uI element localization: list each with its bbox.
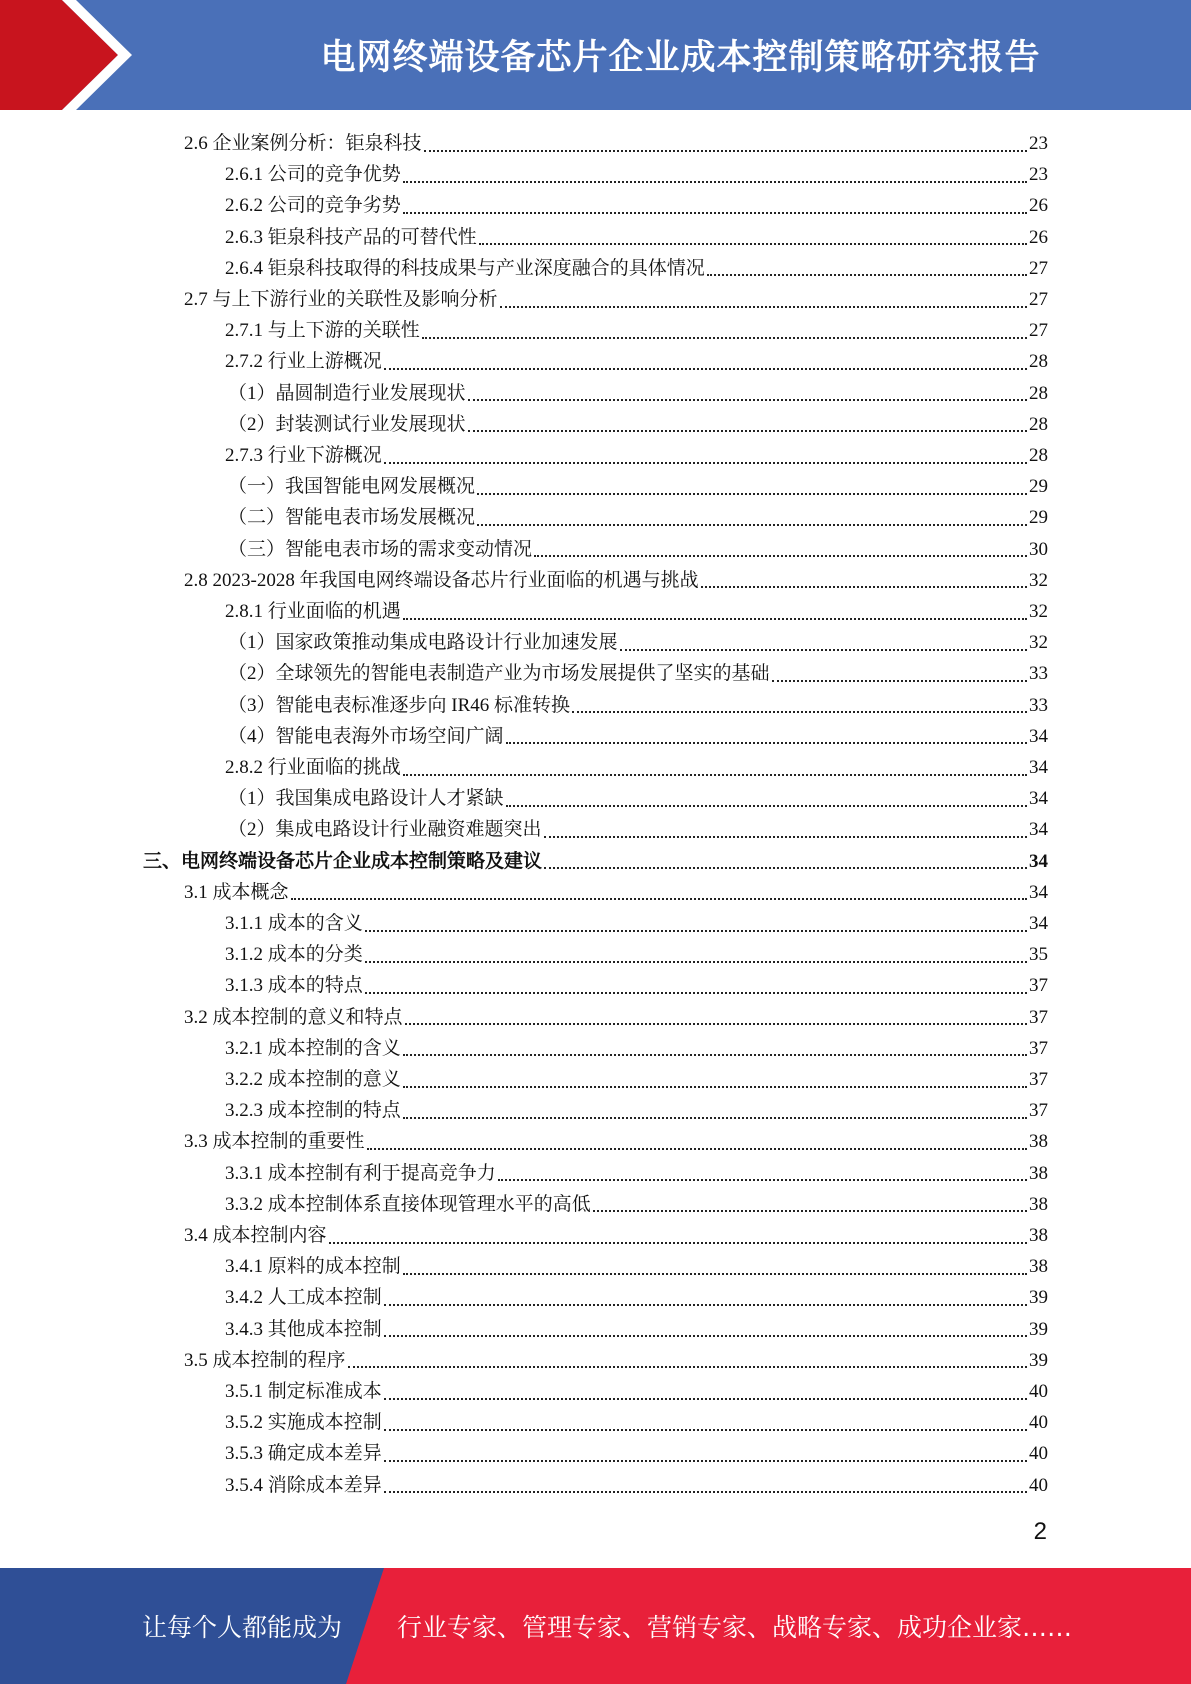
toc-entry-label: （二）智能电表市场发展概况 [228,507,476,529]
toc-leader-dots [403,1086,1027,1088]
toc-entry[interactable] [225,1158,1048,1189]
toc-entry-page: 37 [1029,1100,1048,1122]
toc-leader-dots [384,462,1027,464]
toc-entry-page: 38 [1029,1162,1048,1184]
toc-entry[interactable] [225,1095,1048,1126]
toc-entry-label: 3.4.3 其他成本控制 [225,1318,382,1340]
toc-leader-dots [348,1366,1027,1368]
toc-leader-dots [405,1023,1027,1025]
toc-entry-label: 3.5.1 制定标准成本 [225,1381,382,1402]
toc-entry-page: 39 [1029,1349,1048,1371]
toc-entry-page: 34 [1029,788,1048,810]
toc-entry[interactable] [184,1002,1048,1033]
toc-leader-dots [534,555,1027,557]
toc-leader-dots [403,1117,1027,1119]
toc-entry[interactable] [228,690,1048,721]
toc-entry-page: 40 [1029,1381,1048,1402]
toc-entry[interactable] [184,128,1048,159]
toc-leader-dots [424,150,1027,152]
toc-entry-label: 3.2.1 成本控制的含义 [225,1037,401,1059]
toc-entry[interactable] [228,783,1048,814]
toc-leader-dots [365,992,1027,994]
toc-entry-page: 40 [1029,1474,1048,1496]
toc-leader-dots [506,742,1027,744]
toc-leader-dots [468,430,1027,432]
toc-entry-page: 37 [1029,1006,1048,1028]
toc-entry-page: 34 [1029,725,1048,747]
toc-entry-label: 3.4 成本控制内容 [184,1225,327,1246]
toc-leader-dots [544,836,1027,838]
toc-entry-page: 34 [1029,819,1048,841]
toc-entry-label: 3.4.1 原料的成本控制 [225,1256,401,1278]
toc-leader-dots [707,274,1027,276]
toc-leader-dots [384,1304,1027,1306]
toc-leader-dots [291,898,1027,900]
toc-entry[interactable] [184,284,1048,315]
toc-entry[interactable] [225,1064,1048,1095]
toc-entry-page: 27 [1029,289,1048,310]
toc-leader-dots [477,493,1027,495]
toc-entry-page: 35 [1029,944,1048,966]
footer-slogan-right: 行业专家、管理专家、营销专家、战略专家、成功企业家…… [397,1613,1073,1642]
toc-leader-dots [544,867,1027,869]
toc-leader-dots [329,1242,1027,1244]
toc-leader-dots [468,399,1027,401]
toc-entry[interactable] [228,721,1048,752]
toc-entry-label: 2.7 与上下游行业的关联性及影响分析 [184,289,498,310]
toc-entry-page: 39 [1029,1318,1048,1340]
toc-leader-dots [384,1398,1027,1400]
toc-entry[interactable] [225,1376,1048,1407]
toc-entry[interactable] [225,346,1048,377]
toc-entry-label: 2.6.1 公司的竞争优势 [225,164,401,186]
toc-entry-label: 2.6.3 钜泉科技产品的可替代性 [225,226,477,248]
toc-entry[interactable] [184,877,1048,908]
toc-entry-label: 3.2.2 成本控制的意义 [225,1069,401,1090]
toc-entry-label: 2.6 企业案例分析：钜泉科技 [184,133,422,154]
toc-entry-label: 3.1.1 成本的含义 [225,913,363,934]
toc-entry[interactable] [184,1126,1048,1157]
toc-entry-label: 2.6.4 钜泉科技取得的科技成果与产业深度融合的具体情况 [225,257,705,279]
toc-entry-label: 2.8 2023-2028 年我国电网终端设备芯片行业面临的机遇与挑战 [184,569,699,591]
toc-entry-page: 32 [1029,632,1048,654]
toc-entry-page: 37 [1029,1069,1048,1090]
toc-entry[interactable] [225,1438,1048,1469]
toc-entry[interactable] [228,534,1048,565]
toc-leader-dots [403,212,1027,214]
toc-entry-label: （4）智能电表海外市场空间广阔 [228,725,504,747]
toc-leader-dots [403,1273,1027,1275]
toc-entry-label: （1）国家政策推动集成电路设计行业加速发展 [228,632,618,654]
footer-banner [0,1568,1191,1684]
toc-leader-dots [506,805,1027,807]
toc-entry[interactable] [184,1345,1048,1376]
toc-leader-dots [384,1460,1027,1462]
toc-leader-dots [403,774,1027,776]
toc-leader-dots [772,680,1027,682]
toc-entry[interactable] [225,970,1048,1001]
toc-leader-dots [701,586,1027,588]
toc-entry[interactable] [225,222,1048,253]
toc-entry-page: 28 [1029,382,1048,404]
toc-entry-label: （2）集成电路设计行业融资难题突出 [228,819,542,841]
toc-entry-label: （3）智能电表标准逐步向 IR46 标准转换 [228,694,571,716]
page-number: 2 [1033,1518,1047,1545]
header-banner [0,0,1191,110]
toc-leader-dots [403,618,1027,620]
toc-entry-label: 2.8.1 行业面临的机遇 [225,601,401,622]
toc-entry-page: 32 [1029,569,1048,591]
toc-entry[interactable] [225,752,1048,783]
toc-entry-label: 2.7.3 行业下游概况 [225,445,382,466]
toc-entry-label: 3.5.4 消除成本差异 [225,1474,382,1496]
toc-entry-label: 3.5.2 实施成本控制 [225,1412,382,1434]
toc-leader-dots [620,649,1027,651]
toc-entry-label: 3.3.1 成本控制有利于提高竞争力 [225,1162,496,1184]
toc-entry-page: 40 [1029,1412,1048,1434]
toc-leader-dots [500,306,1027,308]
toc-entry-label: 3.3 成本控制的重要性 [184,1131,365,1153]
toc-entry-label: 2.8.2 行业面临的挑战 [225,757,401,778]
toc-entry-page: 37 [1029,1037,1048,1059]
toc-entry-page: 28 [1029,351,1048,373]
toc-entry-page: 39 [1029,1287,1048,1309]
toc-entry[interactable] [225,1407,1048,1438]
toc-leader-dots [365,930,1027,932]
toc-entry-page: 38 [1029,1225,1048,1246]
toc-entry[interactable] [225,1282,1048,1313]
toc-leader-dots [422,337,1027,339]
toc-entry-label: 3.1 成本概念 [184,881,289,903]
toc-entry-page: 38 [1029,1193,1048,1215]
toc-entry[interactable] [228,814,1048,845]
toc-entry-page: 27 [1029,320,1048,342]
toc-entry-page: 32 [1029,601,1048,622]
toc-entry[interactable] [225,1314,1048,1345]
toc-leader-dots [384,1491,1027,1493]
toc-entry-page: 38 [1029,1256,1048,1278]
toc-entry-label: 3.1.3 成本的特点 [225,975,363,997]
toc-entry-label: 2.6.2 公司的竞争劣势 [225,195,401,217]
toc-leader-dots [367,1148,1027,1150]
toc-entry-page: 23 [1029,133,1048,154]
toc-entry[interactable] [225,1033,1048,1064]
footer-slogan-left: 让每个人都能成为 [142,1613,343,1642]
toc-leader-dots [498,1179,1027,1181]
toc-entry-page: 23 [1029,164,1048,186]
toc-entry-label: （1）我国集成电路设计人才紧缺 [228,788,504,810]
toc-entry-label: 3.5 成本控制的程序 [184,1349,346,1371]
toc-entry-label: 2.7.1 与上下游的关联性 [225,320,420,342]
toc-entry-label: 3.4.2 人工成本控制 [225,1287,382,1309]
toc-entry-label: （一）我国智能电网发展概况 [228,476,476,498]
toc-entry[interactable] [143,846,1048,877]
toc-entry-label: （三）智能电表市场的需求变动情况 [228,538,533,560]
toc-entry[interactable] [225,315,1048,346]
toc-entry-label: 3.5.3 确定成本差异 [225,1443,382,1465]
toc-entry-page: 27 [1029,257,1048,279]
toc-leader-dots [384,368,1027,370]
toc-entry-label: 2.7.2 行业上游概况 [225,351,382,373]
toc-entry-page: 37 [1029,975,1048,997]
header-chevron-graphic [0,0,150,110]
toc-entry-page: 40 [1029,1443,1048,1465]
toc-entry-page: 38 [1029,1131,1048,1153]
toc-entry-label: 3.2 成本控制的意义和特点 [184,1006,403,1028]
toc-leader-dots [384,1335,1027,1337]
toc-entry[interactable] [184,1220,1048,1251]
toc-entry[interactable] [225,1189,1048,1220]
toc-leader-dots [384,1429,1027,1431]
toc-entry-page: 29 [1029,507,1048,529]
toc-entry-page: 34 [1029,850,1048,872]
toc-leader-dots [403,181,1027,183]
toc-entry[interactable] [225,1470,1048,1501]
toc-entry[interactable] [228,502,1048,533]
toc-entry[interactable] [225,596,1048,627]
toc-entry[interactable] [228,471,1048,502]
toc-entry[interactable] [225,440,1048,471]
toc-entry-page: 33 [1029,694,1048,716]
toc-leader-dots [479,243,1027,245]
toc-entry[interactable] [225,253,1048,284]
toc-entry-page: 26 [1029,226,1048,248]
toc-entry-page: 30 [1029,538,1048,560]
toc-entry-label: 三、电网终端设备芯片企业成本控制策略及建议 [143,850,543,872]
toc-entry[interactable] [228,409,1048,440]
toc-entry-page: 29 [1029,476,1048,498]
toc-entry[interactable] [228,627,1048,658]
toc-entry[interactable] [225,908,1048,939]
toc-entry[interactable] [225,159,1048,190]
toc-entry-page: 26 [1029,195,1048,217]
toc-entry[interactable] [225,939,1048,970]
toc-entry[interactable] [225,190,1048,221]
toc-entry-page: 34 [1029,881,1048,903]
toc-entry-label: （1）晶圆制造行业发展现状 [228,382,466,404]
toc-entry-page: 33 [1029,663,1048,685]
toc-entry-label: （2）封装测试行业发展现状 [228,413,466,435]
toc-entry-page: 28 [1029,445,1048,466]
toc-leader-dots [572,711,1027,713]
toc-leader-dots [593,1210,1027,1212]
toc-entry[interactable] [228,378,1048,409]
toc-entry[interactable] [225,1251,1048,1282]
toc-leader-dots [477,524,1027,526]
report-title: 电网终端设备芯片企业成本控制策略研究报告 [320,38,1041,78]
toc-leader-dots [365,961,1027,963]
toc-entry[interactable] [184,565,1048,596]
toc-entry-label: 3.3.2 成本控制体系直接体现管理水平的高低 [225,1193,591,1215]
toc-entry-label: 3.1.2 成本的分类 [225,944,363,966]
toc-entry-label: （2）全球领先的智能电表制造产业为市场发展提供了坚实的基础 [228,663,770,685]
toc-entry-page: 34 [1029,913,1048,934]
toc-entry-label: 3.2.3 成本控制的特点 [225,1100,401,1122]
toc-entry-page: 34 [1029,757,1048,778]
toc-entry[interactable] [228,658,1048,689]
toc-entry-page: 28 [1029,413,1048,435]
toc-leader-dots [403,1054,1027,1056]
